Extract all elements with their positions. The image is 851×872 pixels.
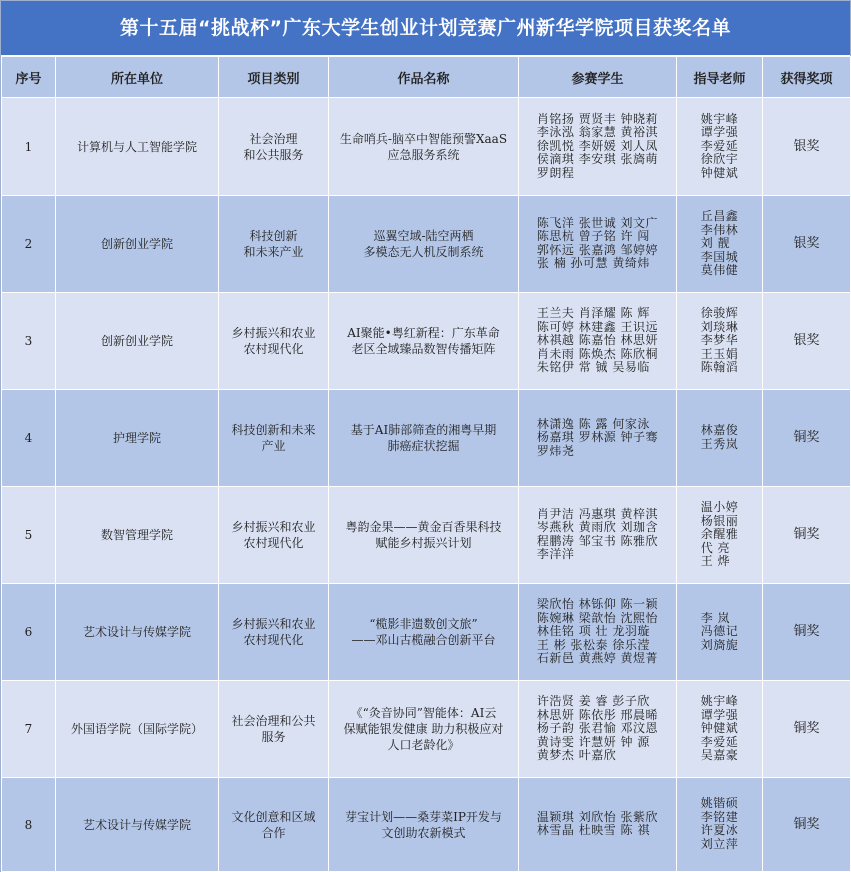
- row-no: 5: [2, 487, 56, 584]
- row-students: [519, 681, 677, 778]
- row-students: [519, 584, 677, 681]
- row-award: 铜奖: [763, 584, 851, 681]
- page-title: 第十五届“挑战杯”广东大学生创业计划竞赛广州新华学院项目获奖名单: [1, 1, 850, 56]
- advisors-text: 林嘉俊 王秀岚: [700, 423, 739, 451]
- unit-text: 外国语学院（国际学院）: [70, 722, 203, 736]
- row-unit: [56, 778, 219, 872]
- unit-text: 护理学院: [112, 431, 161, 445]
- students-text: 温颖琪 刘欣怡 张紫欣 林雪晶 杜映雪 陈 祺: [536, 809, 659, 838]
- category-text: 科技创新和未来 产业: [231, 423, 316, 453]
- row-unit: [56, 293, 219, 390]
- advisors-text: 李 岚 冯德记 刘旖旎: [700, 610, 739, 652]
- row-advisors: [677, 98, 763, 196]
- row-students: [519, 487, 677, 584]
- category-text: 文化创意和区域 合作: [231, 809, 316, 840]
- unit-text: 计算机与人工智能学院: [76, 139, 197, 154]
- table-row: [2, 390, 851, 487]
- unit-text: 创新创业学院: [100, 334, 173, 348]
- header-award: 获得奖项: [763, 57, 851, 98]
- row-advisors: [677, 487, 763, 584]
- row-no: 8: [2, 778, 56, 872]
- row-students: [519, 196, 677, 293]
- row-category: [219, 98, 329, 196]
- advisors-text: 姚锴硕 李铭建 许夏冰 刘立萍: [700, 796, 739, 851]
- row-unit: [56, 681, 219, 778]
- row-category: [219, 196, 329, 293]
- unit-text: 艺术设计与传媒学院: [82, 817, 191, 832]
- row-category: [219, 778, 329, 872]
- advisors-text: 温小婷 杨银丽 余醒雅 代 亮 王 烨: [700, 500, 739, 568]
- table-row: [2, 98, 851, 196]
- row-advisors: [677, 196, 763, 293]
- unit-text: 数智管理学院: [100, 528, 173, 542]
- category-text: 乡村振兴和农业 农村现代化: [231, 520, 316, 550]
- students-text: 陈飞洋 张世诚 刘文广 陈思杭 曾子铭 许 闯 郭怀远 张嘉鸿 邹婷婷 张 楠 孙可慧 黄绮炜: [536, 215, 659, 271]
- row-unit: [56, 196, 219, 293]
- row-category: [219, 487, 329, 584]
- project-text: 芽宝计划——桑芽菜IP开发与 文创助农新模式: [345, 809, 502, 840]
- row-award: 银奖: [763, 293, 851, 390]
- advisors-text: 姚宇峰 谭学强 李爱延 徐欣宇 钟健斌: [700, 111, 739, 180]
- row-advisors: [677, 584, 763, 681]
- row-category: [219, 584, 329, 681]
- award-table: [1, 56, 851, 872]
- project-text: 《“灸音协同”智能体：AI云 保赋能银发健康 助力积极应对 人口老龄化》: [343, 706, 504, 752]
- category-text: 乡村振兴和农业 农村现代化: [231, 617, 316, 647]
- row-award: 铜奖: [763, 778, 851, 872]
- row-no: 7: [2, 681, 56, 778]
- row-project: [329, 390, 519, 487]
- advisors-text: 姚宇峰 谭学强 钟健斌 李爱延 吴嘉豪: [700, 694, 739, 762]
- row-no: 1: [2, 98, 56, 196]
- row-award: 铜奖: [763, 681, 851, 778]
- row-advisors: [677, 390, 763, 487]
- project-text: AI聚能•粤红新程：广东革命 老区全域臻品数智传播矩阵: [347, 326, 500, 356]
- project-text: 巡翼空域-陆空两栖 多模态无人机反制系统: [363, 229, 484, 259]
- students-text: 王兰夫 肖泽耀 陈 辉 陈可婷 林建鑫 王识远 林祺越 陈嘉怡 林思妍 肖未雨 陈焕杰 陈欣桐 朱铭伊 常 铖 吴易临: [536, 306, 659, 374]
- row-advisors: [677, 778, 763, 872]
- row-unit: [56, 390, 219, 487]
- students-text: 肖铭扬 贾贤丰 钟晓莉 李泳泓 翁家慧 黄裕淇 徐凯悦 李妍媛 刘人凤 侯滴琪 李安琪 张旖萌 罗朗程: [536, 111, 659, 180]
- category-text: 社会治理 和公共服务: [243, 131, 304, 162]
- table-row: [2, 196, 851, 293]
- row-project: [329, 293, 519, 390]
- students-text: 许浩贤 姜 睿 彭子欣 林思妍 陈依彤 邢晨晞 杨子韵 张君愉 邓汶恩 黄诗雯 许慧妍 钟 源 黄梦杰 叶嘉欣: [536, 694, 659, 762]
- header-advisors: 指导老师: [677, 57, 763, 98]
- row-award: 铜奖: [763, 487, 851, 584]
- table-header-row: [2, 57, 851, 98]
- category-text: 科技创新 和未来产业: [243, 229, 304, 259]
- project-text: 生命哨兵-脑卒中智能预警XaaS 应急服务系统: [339, 131, 508, 162]
- row-unit: [56, 98, 219, 196]
- row-unit: [56, 487, 219, 584]
- category-text: 乡村振兴和农业 农村现代化: [231, 326, 316, 356]
- project-text: “榄影非遗数创文旅” ——邓山古榄融合创新平台: [351, 617, 496, 647]
- students-text: 林潇逸 陈 露 何家泳 杨嘉琪 罗林源 钟子骞 罗炜尧: [536, 416, 659, 458]
- header-students: 参赛学生: [519, 57, 677, 98]
- header-unit: 所在单位: [56, 57, 219, 98]
- row-students: [519, 778, 677, 872]
- row-no: 4: [2, 390, 56, 487]
- row-category: [219, 390, 329, 487]
- table-row: [2, 487, 851, 584]
- unit-text: 艺术设计与传媒学院: [82, 625, 191, 639]
- row-students: [519, 390, 677, 487]
- row-no: 3: [2, 293, 56, 390]
- row-award: 铜奖: [763, 390, 851, 487]
- row-category: [219, 293, 329, 390]
- row-category: [219, 681, 329, 778]
- table-row: [2, 778, 851, 872]
- row-project: [329, 681, 519, 778]
- row-project: [329, 196, 519, 293]
- row-project: [329, 778, 519, 872]
- row-advisors: [677, 293, 763, 390]
- table-row: [2, 681, 851, 778]
- advisors-text: 丘昌鑫 李伟林 刘 靓 李国城 莫伟健: [700, 209, 739, 277]
- header-category: 项目类别: [219, 57, 329, 98]
- row-project: [329, 98, 519, 196]
- unit-text: 创新创业学院: [100, 237, 173, 251]
- header-no: 序号: [2, 57, 56, 98]
- row-project: [329, 584, 519, 681]
- project-text: 粤韵金果——黄金百香果科技 赋能乡村振兴计划: [345, 520, 502, 550]
- row-unit: [56, 584, 219, 681]
- advisors-text: 徐骏辉 刘琰琳 李梦华 王玉娟 陈翰滔: [700, 306, 739, 374]
- row-award: 银奖: [763, 196, 851, 293]
- row-students: [519, 293, 677, 390]
- row-award: 银奖: [763, 98, 851, 196]
- row-students: [519, 98, 677, 196]
- students-text: 梁欣怡 林铄仰 陈一颖 陈婉琳 梁歆怡 沈熙怡 林佳铭 项 壮 龙羽璇 王 彬 张松泰 徐乐滢 石新邑 黄燕婷 黄煜菁: [536, 597, 659, 665]
- row-no: 2: [2, 196, 56, 293]
- table-row: [2, 293, 851, 390]
- row-project: [329, 487, 519, 584]
- row-no: 6: [2, 584, 56, 681]
- row-advisors: [677, 681, 763, 778]
- project-text: 基于AI肺部筛查的湘粤早期 肺癌症状挖掘: [350, 423, 497, 453]
- table-row: [2, 584, 851, 681]
- students-text: 肖尹洁 冯惠琪 黄梓淇 岑燕秋 黄雨欣 刘珈含 程鹏涛 邹宝书 陈雅欣 李洋洋: [536, 506, 659, 562]
- category-text: 社会治理和公共 服务: [231, 714, 316, 744]
- header-project: 作品名称: [329, 57, 519, 98]
